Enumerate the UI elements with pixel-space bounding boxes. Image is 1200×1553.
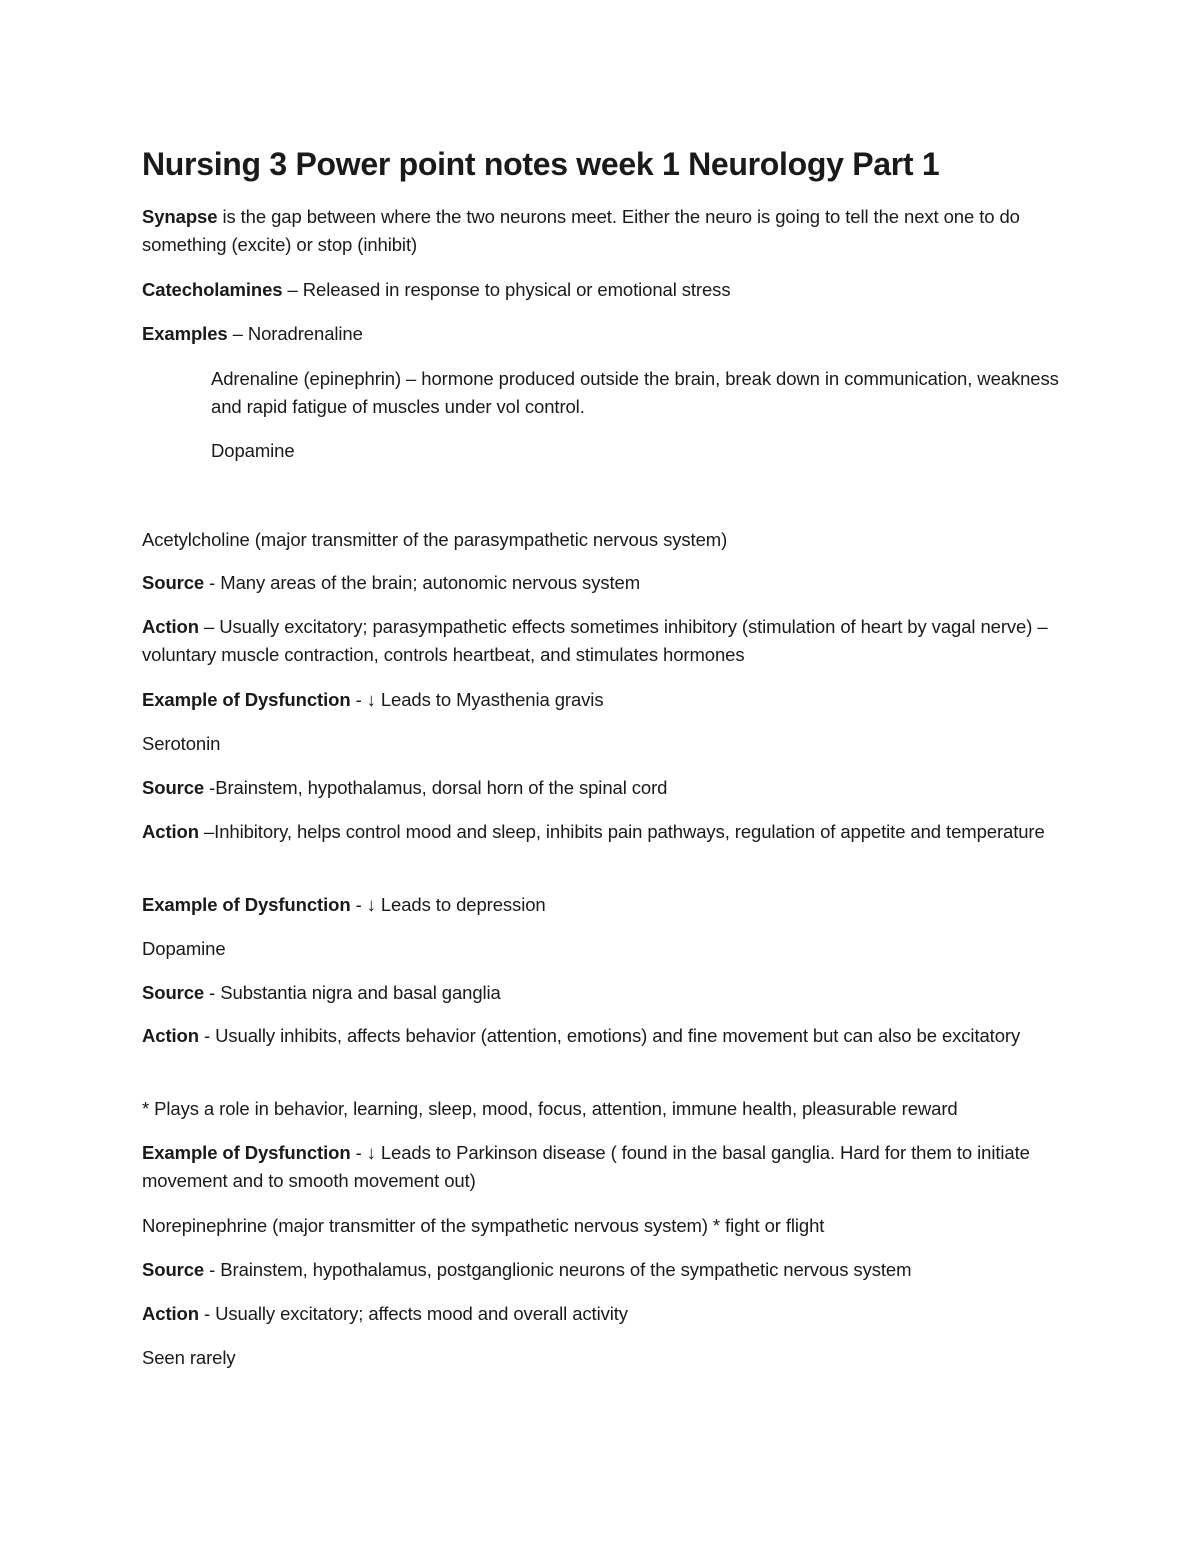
term-label: Examples <box>142 323 228 344</box>
paragraph-text: Norepinephrine (major transmitter of the sympathetic nervous system) * fight or flight <box>142 1215 825 1236</box>
paragraph-serotonin <box>142 730 1072 758</box>
paragraph-text: - Many areas of the brain; autonomic nervous system <box>204 572 641 593</box>
paragraph-text: - Brainstem, hypothalamus, postganglionic neurons of the sympathetic nervous system <box>204 1259 912 1280</box>
paragraph-serotonin-action <box>142 818 1072 846</box>
paragraph-text: Dopamine <box>142 938 226 959</box>
paragraph-dopamine <box>142 935 1072 963</box>
paragraph-ach-source <box>142 569 1072 597</box>
term-label: Action <box>142 821 199 842</box>
paragraph-dopamine-dysfunction <box>142 1139 1072 1195</box>
term-label: Source <box>142 1259 205 1280</box>
paragraph-text: – Noradrenaline <box>227 323 363 344</box>
term-label: Source <box>142 572 205 593</box>
paragraph-ach-action <box>142 613 1072 669</box>
paragraph-ach-dysfunction <box>142 686 1072 714</box>
paragraph-text: - ↓ Leads to depression <box>350 894 546 915</box>
paragraph-text: * Plays a role in behavior, learning, sleep, mood, focus, attention, immune health, pleasurable reward <box>142 1098 958 1119</box>
term-label: Source <box>142 777 205 798</box>
paragraph-examples <box>142 320 1072 348</box>
term-label: Source <box>142 982 205 1003</box>
paragraph-text: - Usually excitatory; affects mood and overall activity <box>198 1303 628 1324</box>
paragraph-catecholamines <box>142 276 1072 304</box>
paragraph-text: - Substantia nigra and basal ganglia <box>204 982 501 1003</box>
paragraph-text: - ↓ Leads to Myasthenia gravis <box>350 689 604 710</box>
paragraph-text: - ↓ Leads to Parkinson disease ( found in the basal ganglia. Hard for them to initiate movement and to smooth movement out) <box>142 1142 1030 1191</box>
term-label: Synapse <box>142 206 218 227</box>
paragraph-text: -Brainstem, hypothalamus, dorsal horn of the spinal cord <box>204 777 668 798</box>
paragraph-dopamine-action <box>142 1022 1072 1050</box>
paragraph-norepinephrine <box>142 1212 1072 1240</box>
term-label: Action <box>142 1025 199 1046</box>
paragraph-norepinephrine-source <box>142 1256 1072 1284</box>
term-label: Example of Dysfunction <box>142 1142 351 1163</box>
paragraph-synapse <box>142 203 1072 259</box>
term-label: Action <box>142 1303 199 1324</box>
paragraph-text: - Usually inhibits, affects behavior (attention, emotions) and fine movement but can also be excitatory <box>198 1025 1021 1046</box>
paragraph-text: – Usually excitatory; parasympathetic effects sometimes inhibitory (stimulation of heart by vagal nerve) – voluntary muscle contraction, controls heartbeat, and stimulates hormones <box>142 616 1048 665</box>
term-label: Action <box>142 616 199 637</box>
paragraph-adrenaline <box>211 365 1071 421</box>
paragraph-text: Serotonin <box>142 733 221 754</box>
paragraph-serotonin-source <box>142 774 1072 802</box>
paragraph-serotonin-dysfunction <box>142 891 1072 919</box>
paragraph-dopamine-example <box>211 437 1071 465</box>
paragraph-text: –Inhibitory, helps control mood and sleep, inhibits pain pathways, regulation of appetite and temperature <box>198 821 1045 842</box>
paragraph-seen-rarely <box>142 1344 1072 1372</box>
term-label: Example of Dysfunction <box>142 689 351 710</box>
paragraph-norepinephrine-action <box>142 1300 1072 1328</box>
paragraph-text: is the gap between where the two neurons meet. Either the neuro is going to tell the next one to do something (excite) or stop (inhibit) <box>142 206 1020 255</box>
paragraph-dopamine-source <box>142 979 1072 1007</box>
term-label: Catecholamines <box>142 279 283 300</box>
page-title: Nursing 3 Power point notes week 1 Neurology Part 1 <box>142 146 940 182</box>
term-label: Example of Dysfunction <box>142 894 351 915</box>
paragraph-text: Seen rarely <box>142 1347 236 1368</box>
paragraph-acetylcholine <box>142 526 1072 554</box>
paragraph-dopamine-role <box>142 1095 1072 1123</box>
paragraph-text: Acetylcholine (major transmitter of the parasympathetic nervous system) <box>142 529 728 550</box>
paragraph-text: Adrenaline (epinephrin) – hormone produced outside the brain, break down in communication, weakness and rapid fatigue of muscles under vol control. <box>211 368 1059 417</box>
paragraph-text: – Released in response to physical or emotional stress <box>282 279 731 300</box>
paragraph-text: Dopamine <box>211 440 295 461</box>
